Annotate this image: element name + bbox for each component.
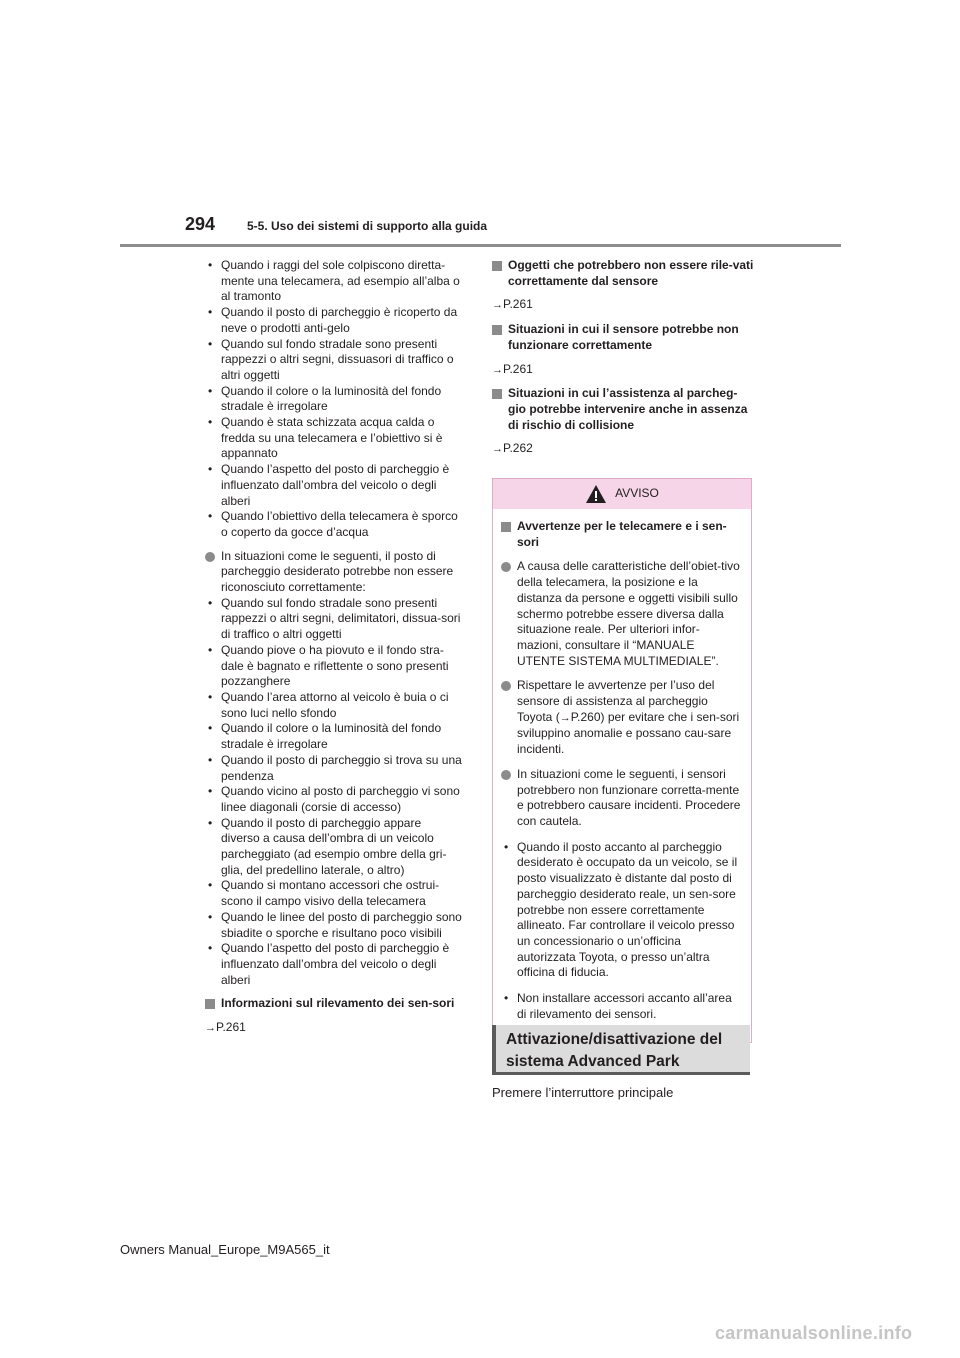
watermark: carmanualsonline.info <box>715 1323 913 1343</box>
left-column <box>205 258 463 1037</box>
list-item: • Non installare accessori accanto all’area di rilevamento dei sensori. <box>501 991 741 1022</box>
manual-footer: Owners Manual_Europe_M9A565_it <box>120 1242 330 1257</box>
page-reference[interactable] <box>492 297 754 314</box>
list-item: • Quando sul fondo stradale sono presenti rappezzi o altri segni, delimitatori, dissua-sori di traffico o altri oggetti <box>205 596 463 643</box>
heading-text: Situazioni in cui l’assistenza al parcheg-gio potrebbe intervenire anche in assenza di rischio di collisione <box>508 386 748 432</box>
warning-item <box>501 678 741 758</box>
page-reference-text: P.261 <box>503 297 533 312</box>
warning-title: AVVISO <box>615 486 659 501</box>
list-item: • Quando l’aspetto del posto di parcheggio è influenzato dall’ombra del veicolo o degli alberi <box>205 462 463 509</box>
sensor-malfunction-heading <box>492 322 754 353</box>
warning-body <box>493 509 751 1042</box>
list-item: • Quando si montano accessori che ostrui-scono il campo visivo della telecamera <box>205 878 463 909</box>
activation-heading: Attivazione/disattivazione del sistema Advanced Park <box>506 1031 723 1070</box>
activation-heading-box <box>492 1025 750 1075</box>
list-item: • Quando il posto di parcheggio appare diverso a causa dell’ombra di un veicolo parcheggiato (ad esempio ombre della gri-glia, del predellino laterale, o altro) <box>205 816 463 879</box>
circle-bullet-icon <box>501 562 511 572</box>
list-item: • Quando vicino al posto di parcheggio vi sono linee diagonali (corsie di accesso) <box>205 784 463 815</box>
sensor-info-heading <box>205 996 463 1012</box>
warning-item <box>501 767 741 830</box>
circle-item <box>205 549 463 596</box>
list-item: • Quando è stata schizzata acqua calda o fredda su una telecamera e l’obiettivo si è appannato <box>205 415 463 462</box>
heading-text: Avvertenze per le telecamere e i sen-sori <box>517 519 727 549</box>
list-item: • Quando l’obiettivo della telecamera è sporco o coperto da gocce d’acqua <box>205 509 463 540</box>
square-bullet-icon <box>205 999 215 1009</box>
list-item: • Quando il colore o la luminosità del fondo stradale è irregolare <box>205 721 463 752</box>
circle-bullet-icon <box>205 552 215 562</box>
heading-text: Oggetti che potrebbero non essere rile-vati correttamente dal sensore <box>508 258 754 288</box>
list-item: • Quando l’aspetto del posto di parcheggio è influenzato dall’ombra del veicolo o degli alberi <box>205 941 463 988</box>
arrow-right-icon: → <box>492 363 503 376</box>
warning-box <box>492 478 752 1043</box>
circle-bullet-icon <box>501 770 511 780</box>
section-title: 5-5. Uso dei sistemi di supporto alla guida <box>247 219 488 233</box>
list-item: • Quando l’area attorno al veicolo è buia o ci sono luci nello sfondo <box>205 690 463 721</box>
list-item: • Quando sul fondo stradale sono presenti rappezzi o altri segni, dissuasori di traffico o altri oggetti <box>205 337 463 384</box>
warning-item-text: ) per evitare che i sen-sori sviluppino anomalie e possano cau-sare incidenti. <box>517 709 740 757</box>
circle-item-text: In situazioni come le seguenti, il posto di parcheggio desiderato potrebbe non essere riconosciuto correttamente: <box>221 548 454 595</box>
page-reference[interactable] <box>205 1020 463 1037</box>
page-number: 294 <box>185 214 216 234</box>
page-reference[interactable] <box>492 362 754 379</box>
warning-triangle-icon <box>585 484 607 504</box>
list-item: • Quando il posto accanto al parcheggio desiderato è occupato da un veicolo, se il posto visualizzato è distante dal posto di parcheggio desiderato reale, un sen-sore potrebbe non essere correttamente allineato. Far controllare il veicolo presso un concessionario o un’officina autorizzata Toyota, o presso un’altra officina di fiducia. <box>501 840 741 981</box>
activation-instruction: Premere l’interruttore principale <box>492 1085 674 1100</box>
heading-text: Situazioni in cui il sensore potrebbe non funzionare correttamente <box>508 322 739 352</box>
arrow-right-icon: → <box>492 443 503 456</box>
circle-bullet-icon <box>501 681 511 691</box>
list-item: • Quando il posto di parcheggio è ricoperto da neve o prodotti anti-gelo <box>205 305 463 336</box>
arrow-right-icon: → <box>492 299 503 312</box>
list-item: • Quando il colore o la luminosità del fondo stradale è irregolare <box>205 384 463 415</box>
warning-item-text: A causa delle caratteristiche dell’obiet-tivo della telecamera, la posizione e la distanza da persone e oggetti visibili sullo schermo potrebbe essere diversa dalla situazione reale. Per ulteriori infor-mazioni, consultare il “MANUALE UTENTE SISTEMA MULTIMEDIALE”. <box>517 559 740 668</box>
header-divider <box>120 244 841 247</box>
warning-item-text: In situazioni come le seguenti, i sensori potrebbero non funzionare corretta-mente e potrebbero causare incidenti. Procedere con cautela. <box>517 766 741 828</box>
unexpected-intervention-heading <box>492 386 754 433</box>
warning-header <box>493 479 751 509</box>
warning-item-text: Rispettare le avvertenze per l’uso del sensore di assistenza al parcheggio Toyota ( <box>517 678 715 724</box>
arrow-right-icon: → <box>559 711 571 724</box>
page-reference-text: P.261 <box>503 361 533 376</box>
page-reference-text[interactable]: P.260 <box>570 709 601 724</box>
list-item: • Quando i raggi del sole colpiscono diretta-mente una telecamera, ad esempio all’alba o al tramonto <box>205 258 463 305</box>
list-item: • Quando piove o ha piovuto e il fondo stra-dale è bagnato e riflettente o sono presenti pozzanghere <box>205 643 463 690</box>
undetected-objects-heading <box>492 258 754 289</box>
list-item: • Quando il posto di parcheggio si trova su una pendenza <box>205 753 463 784</box>
page-reference[interactable] <box>492 441 754 458</box>
failure-conditions-list <box>205 258 463 541</box>
page-reference-text: P.262 <box>503 441 533 456</box>
square-bullet-icon <box>492 261 502 271</box>
page-reference-text: P.261 <box>216 1020 246 1035</box>
recognition-conditions-list <box>205 596 463 989</box>
warning-bullet-list <box>501 840 741 1023</box>
warning-item <box>501 559 741 669</box>
heading-text: Informazioni sul rilevamento dei sen-sori <box>221 996 455 1011</box>
square-bullet-icon <box>492 325 502 335</box>
list-item: • Quando le linee del posto di parcheggio sono sbiadite o sporche e risultano poco visibili <box>205 910 463 941</box>
square-bullet-icon <box>492 389 502 399</box>
square-bullet-icon <box>501 522 511 532</box>
warning-heading <box>501 519 741 550</box>
arrow-right-icon: → <box>205 1022 216 1035</box>
right-column <box>492 258 754 1043</box>
